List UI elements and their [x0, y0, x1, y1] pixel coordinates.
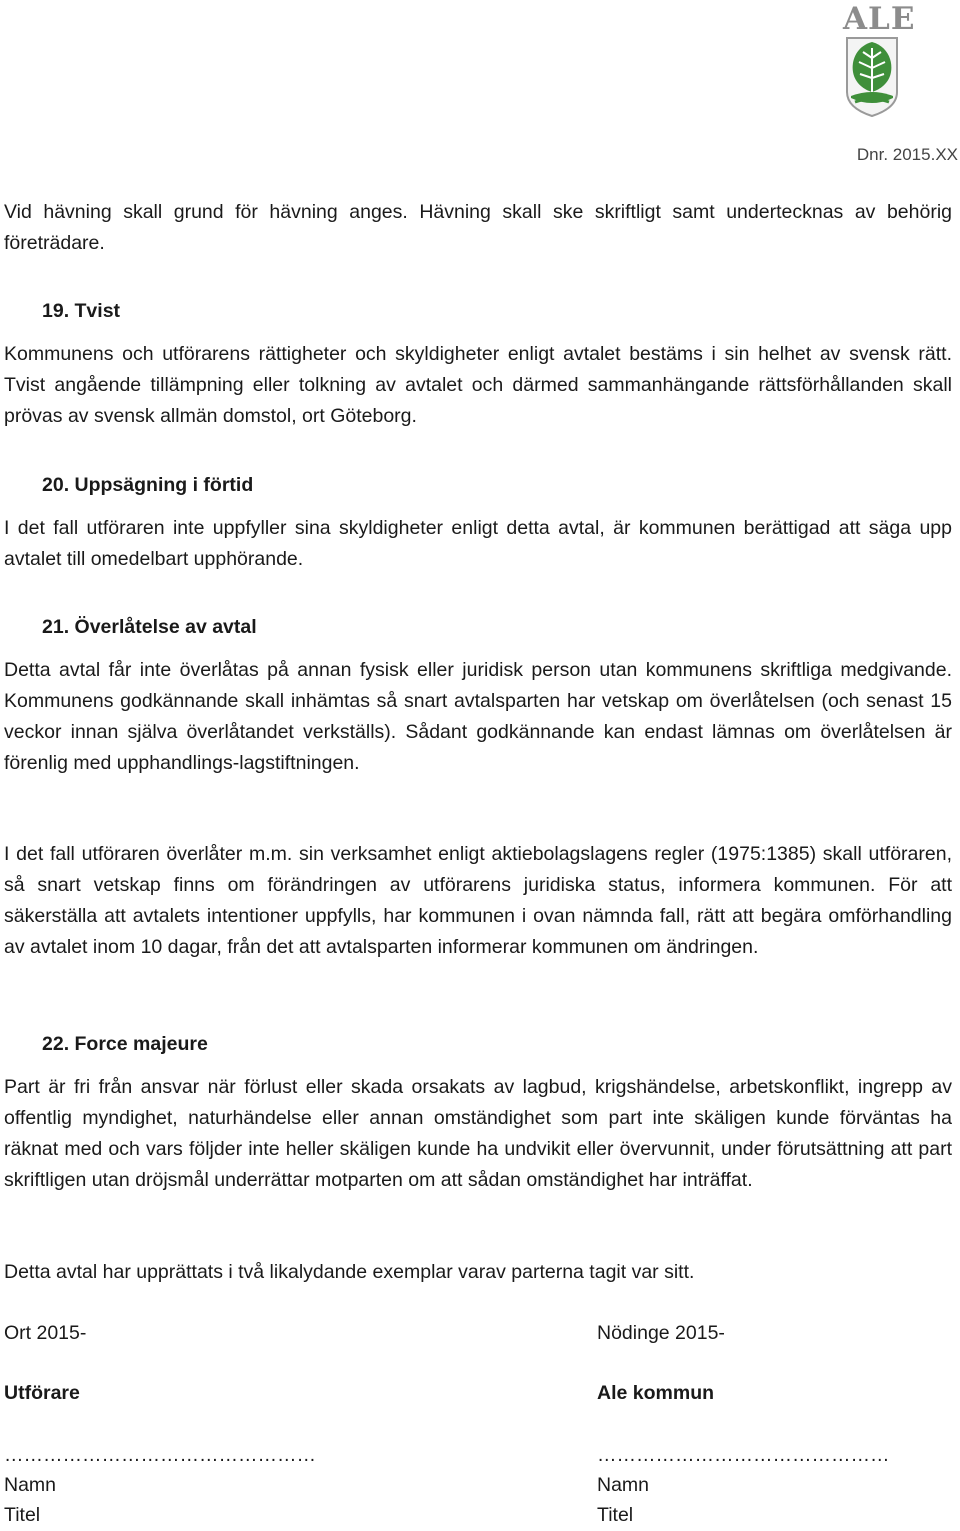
document-number: Dnr. 2015.XX — [856, 145, 958, 164]
left-title-label: Titel — [4, 1504, 41, 1526]
right-title-label: Titel — [597, 1504, 634, 1526]
right-party: Ale kommun — [597, 1382, 715, 1404]
left-party: Utförare — [4, 1382, 80, 1404]
left-name-label: Namn — [4, 1474, 57, 1496]
ale-logo — [843, 1, 916, 118]
left-signature-line: ………………………………………… — [4, 1444, 316, 1466]
right-place-date: Nödinge 2015- — [597, 1322, 725, 1344]
closing-paragraph: Detta avtal har upprättats i två likalydande exemplar varav parterna tagit var sitt. — [4, 1261, 695, 1283]
section-19-paragraph: Kommunens och utförarens rättigheter och skyldigheter enligt avtalet bestäms i sin helhet av svensk rätt. Tvist angående tillämpning eller tolkning av avtalet och därmed sammanhängande rättsförhållanden skall prövas av svensk allmän domstol, ort Göteborg. — [4, 343, 952, 427]
tree-emblem-icon — [843, 36, 901, 118]
section-20-paragraph: I det fall utföraren inte uppfyller sina skyldigheter enligt detta avtal, är kommunen berättigad att säga upp avtalet till omedelbart upphörande. — [4, 517, 952, 570]
right-signature-line: ……………………………………… — [597, 1444, 890, 1466]
section-21-heading: 21. Överlåtelse av avtal — [42, 616, 257, 638]
intro-paragraph: Vid hävning skall grund för hävning anges. Hävning skall ske skriftligt samt undertecknas av behörig företrädare. — [4, 201, 952, 254]
right-name-label: Namn — [597, 1474, 650, 1496]
section-20-heading: 20. Uppsägning i förtid — [42, 474, 254, 496]
logo-text: ALE — [843, 1, 916, 37]
section-21-paragraph-2: I det fall utföraren överlåter m.m. sin verksamhet enligt aktiebolagslagens regler (1975:1385) skall utföraren, så snart vetskap finns om förändringen av utförarens juridiska status, informera kommunen. För att säkerställa att avtalets intentioner uppfylls, har kommunen i ovan nämnda fall, rätt att begära omförhandling av avtalet inom 10 dagar, från det att avtalsparten informerar kommunen om ändringen. — [4, 843, 952, 958]
left-place-date: Ort 2015- — [4, 1322, 87, 1344]
section-21-paragraph-1: Detta avtal får inte överlåtas på annan fysisk eller juridisk person utan kommunens skriftliga medgivande. Kommunens godkännande skall inhämtas så snart avtalsparten har vetskap om överlåtelsen (och senast 15 veckor innan själva överlåtandet verkställs). Sådant godkännande kan endast lämnas om överlåtelsen är förenlig med upphandlings-lagstiftningen. — [4, 659, 952, 774]
section-19-heading: 19. Tvist — [42, 300, 121, 322]
section-22-heading: 22. Force majeure — [42, 1033, 208, 1055]
section-22-paragraph: Part är fri från ansvar när förlust eller skada orsakats av lagbud, krigshändelse, arbetskonflikt, ingrepp av offentlig myndighet, naturhändelse eller annan omständighet som part inte skäligen kunde förväntas ha räknat med och vars följder inte heller skäligen kunde ha undvikit eller övervunnit, under förutsättning att part skriftligen utan dröjsmål underrättar motparten om att sådan omständighet har inträffat. — [4, 1076, 952, 1191]
